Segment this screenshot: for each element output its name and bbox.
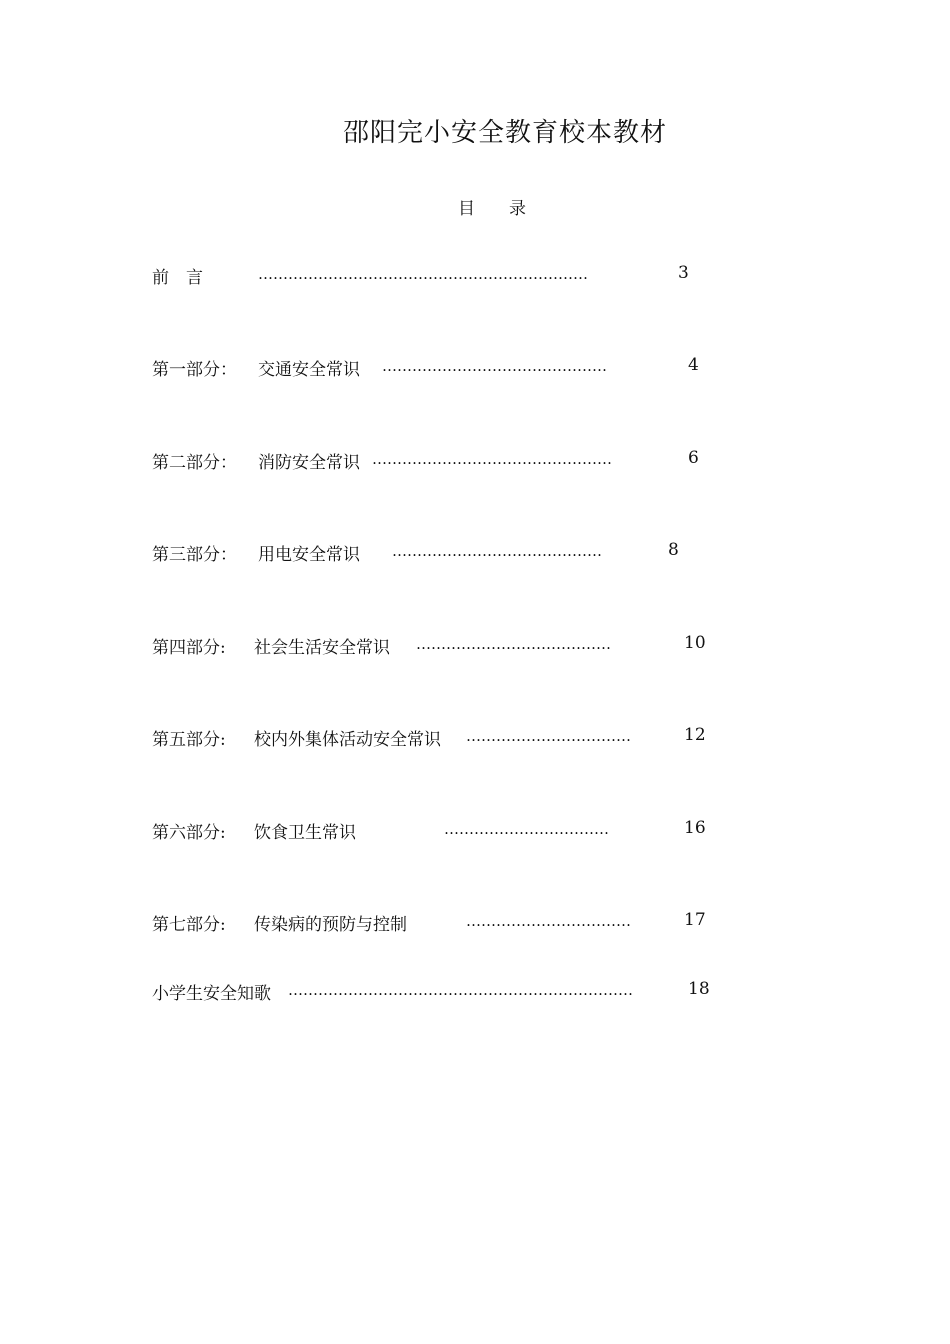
toc-entry-part: 第五部分: xyxy=(152,730,226,750)
toc-leader-dots: …………………………… xyxy=(466,727,631,745)
toc-entry-topic: 交通安全常识 xyxy=(258,360,360,380)
toc-entry-topic: 饮食卫生常识 xyxy=(254,823,356,843)
toc-leader-dots: ……………………………………… xyxy=(382,357,607,375)
toc-entry-topic: 社会生活安全常识 xyxy=(254,638,390,658)
toc-entry-page: 17 xyxy=(684,910,706,930)
toc-entry-part: 第七部分: xyxy=(152,915,226,935)
document-title: 邵阳完小安全教育校本教材 xyxy=(342,118,667,148)
toc-entry-page: 3 xyxy=(678,263,689,283)
toc-entry-part: 前 言 xyxy=(152,268,203,288)
toc-entry-page: 10 xyxy=(684,633,706,653)
toc-entry-part: 第四部分: xyxy=(152,638,226,658)
toc-heading xyxy=(458,194,526,219)
toc-entry-page: 8 xyxy=(668,540,679,560)
toc-heading-left: 目 xyxy=(458,199,475,219)
toc-entry-part: 第一部分： xyxy=(152,360,237,380)
toc-leader-dots: ………………………………………………………… xyxy=(258,265,588,283)
toc-entry-page: 6 xyxy=(688,448,699,468)
toc-entry-topic: 校内外集体活动安全常识 xyxy=(254,730,441,750)
toc-entry-part: 第六部分: xyxy=(152,823,226,843)
toc-entry-page: 12 xyxy=(684,725,706,745)
toc-leader-dots: …………………………………… xyxy=(392,542,602,560)
toc-entry-page: 18 xyxy=(688,979,710,999)
toc-entry-part: 第三部分： xyxy=(152,545,237,565)
toc-leader-dots: ………………………………………… xyxy=(372,450,612,468)
toc-entry-topic: 用电安全常识 xyxy=(258,545,360,565)
toc-entry-page: 16 xyxy=(684,818,706,838)
toc-entry-topic: 消防安全常识 xyxy=(258,453,360,473)
toc-heading-right: 录 xyxy=(509,199,526,219)
toc-leader-dots: …………………………… xyxy=(466,912,631,930)
toc-entry-page: 4 xyxy=(688,355,699,375)
toc-entry-part: 小学生安全知歌 xyxy=(152,984,271,1004)
toc-entry-part: 第二部分： xyxy=(152,453,237,473)
toc-leader-dots: …………………………………………………………… xyxy=(288,981,633,999)
toc-leader-dots: …………………………… xyxy=(444,820,609,838)
toc-leader-dots: ………………………………… xyxy=(416,635,611,653)
toc-entry-topic: 传染病的预防与控制 xyxy=(254,915,407,935)
